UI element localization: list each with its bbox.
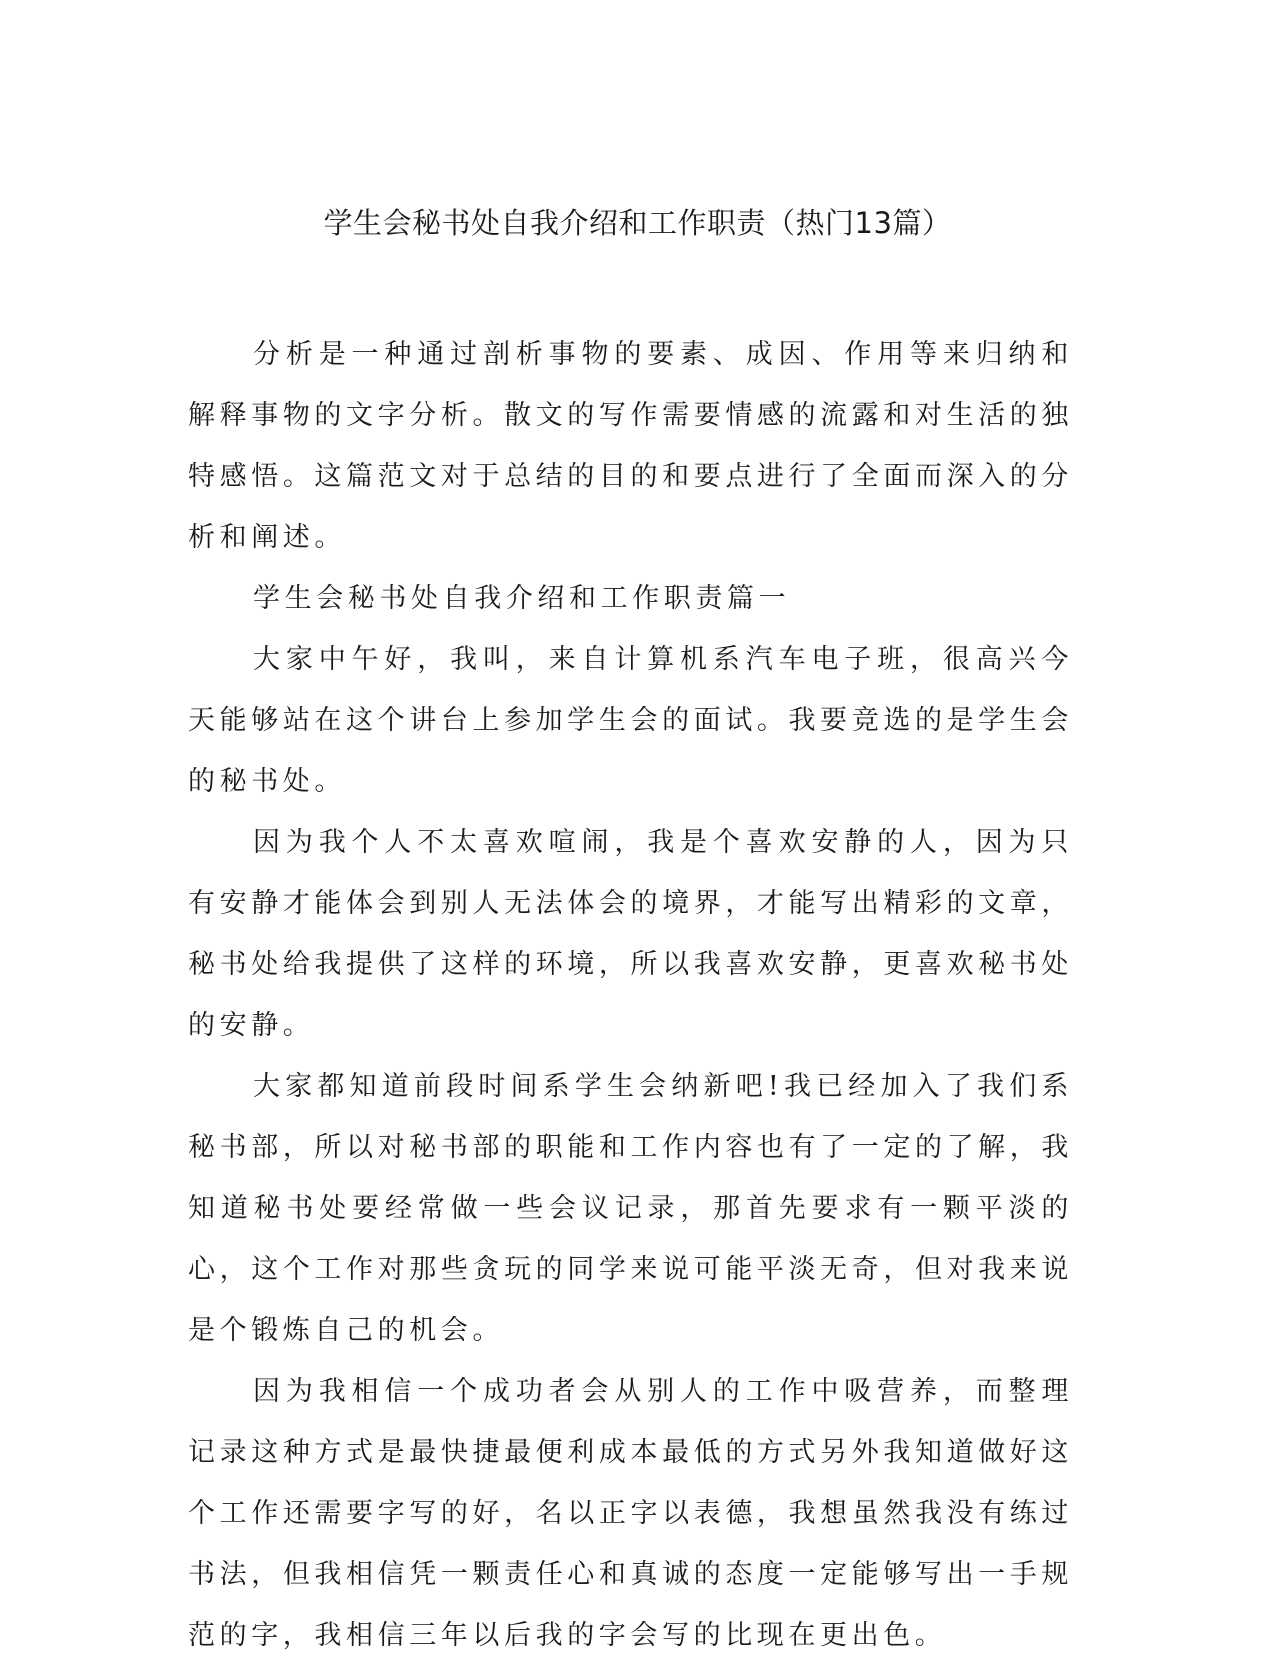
paragraph: 因为我个人不太喜欢喧闹，我是个喜欢安静的人，因为只有安静才能体会到别人无法体会的境界，才能写出精彩的文章，秘书处给我提供了这样的环境，所以我喜欢安静，更喜欢秘书处的安静。 <box>188 827 1073 1041</box>
section-heading: 学生会秘书处自我介绍和工作职责篇一 <box>253 583 791 614</box>
paragraph: 因为我相信一个成功者会从别人的工作中吸营养，而整理记录这种方式是最快捷最便利成本最低的方式另外我知道做好这个工作还需要字写的好，名以正字以表德，我想虽然我没有练过书法，但我相信凭一颗责任心和真诚的态度一定能够写出一手规范的字，我相信三年以后我的字会写的比现在更出色。 <box>188 1376 1073 1651</box>
paragraph: 大家都知道前段时间系学生会纳新吧!我已经加入了我们系秘书部，所以对秘书部的职能和工作内容也有了一定的了解，我知道秘书处要经常做一些会议记录，那首先要求有一颗平淡的心，这个工作对那些贪玩的同学来说可能平淡无奇，但对我来说是个锻炼自己的机会。 <box>188 1071 1073 1346</box>
paragraph: 大家中午好，我叫，来自计算机系汽车电子班，很高兴今天能够站在这个讲台上参加学生会的面试。我要竞选的是学生会的秘书处。 <box>188 644 1073 797</box>
document-title: 学生会秘书处自我介绍和工作职责（热门13篇） <box>323 206 952 240</box>
paragraph-intro: 分析是一种通过剖析事物的要素、成因、作用等来归纳和解释事物的文字分析。散文的写作需要情感的流露和对生活的独特感悟。这篇范文对于总结的目的和要点进行了全面而深入的分析和阐述。 <box>188 339 1073 553</box>
document-body <box>188 324 1073 1666</box>
